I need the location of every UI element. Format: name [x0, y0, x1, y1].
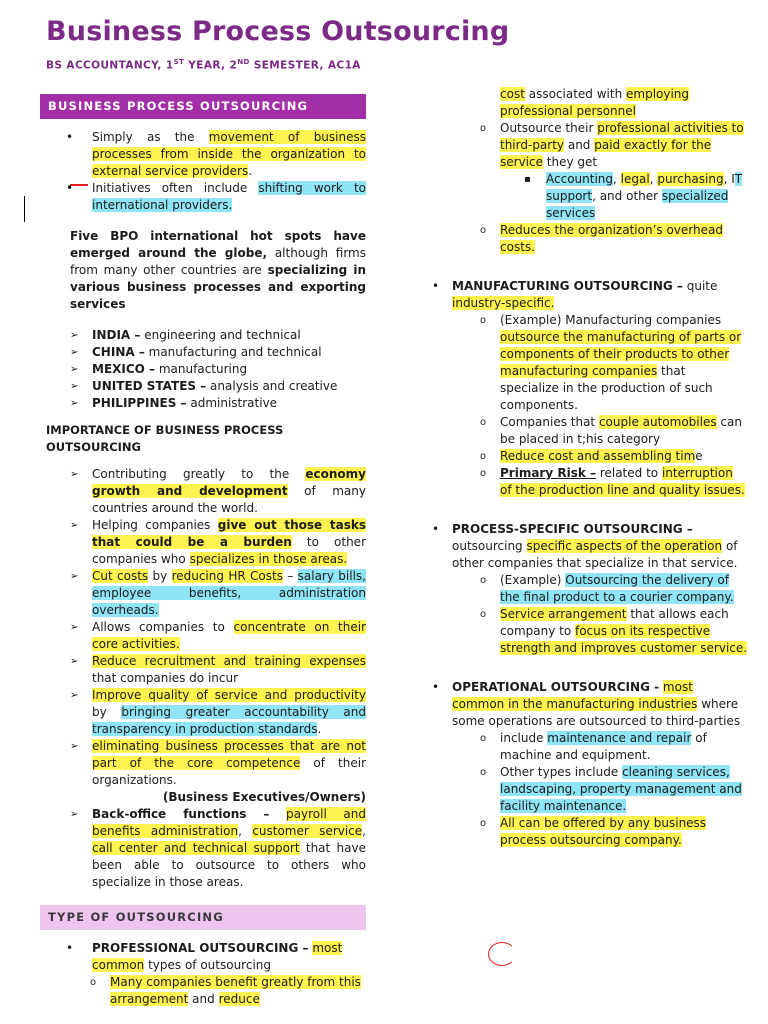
types-list	[40, 940, 366, 1008]
list-item: o All can be offered by any business process outsourcing company.	[430, 815, 748, 849]
list-item: • Simply as the movement of business processes from inside the organization to external service providers.	[40, 129, 366, 180]
list-item: ➢ MEXICO – manufacturing	[40, 361, 366, 378]
list-item: o Other types include cleaning services, landscaping, property management and facility maintenance.	[430, 764, 748, 815]
list-item: o Primary Risk – related to interruption of the production line and quality issues.	[430, 465, 748, 499]
right-column	[430, 86, 748, 849]
text-cursor	[24, 196, 25, 222]
list-item: ➢ eliminating business processes that are not part of the core competence of their organizations. (Business Executives/Owners)	[40, 738, 366, 789]
list-item: ➢ Helping companies give out those tasks that could be a burden to other companies who specializes in those areas.	[40, 517, 366, 568]
process-section	[430, 521, 748, 657]
countries-list	[40, 327, 366, 412]
list-item: o Many companies benefit greatly from this arrangement and reduce	[40, 974, 366, 1008]
list-item: ➢ Back-office functions – payroll and benefits administration, customer service, call center and technical support that have been able to outsource to others who specialize in those areas.	[40, 806, 366, 891]
intro-list	[40, 129, 366, 214]
list-item: o include maintenance and repair of machine and equipment.	[430, 730, 748, 764]
list-item: • PROCESS-SPECIFIC OUTSOURCING – outsourcing specific aspects of the operation of other companies that specialize in that service.	[430, 521, 748, 572]
list-item: o Outsource their professional activities to third-party and paid exactly for the service they get	[430, 120, 748, 171]
list-item: ➢ Improve quality of service and productivity by bringing greater accountability and transparency in production standards.	[40, 687, 366, 738]
document-subtitle: BS ACCOUNTANCY, 1ST YEAR, 2ND SEMESTER, AC1A	[46, 58, 361, 72]
red-pen-circle	[488, 942, 516, 966]
list-item: o (Example) Outsourcing the delivery of the final product to a courier company.	[430, 572, 748, 606]
importance-heading: IMPORTANCE OF BUSINESS PROCESS OUTSOURCING	[46, 423, 284, 454]
list-item: • MANUFACTURING OUTSOURCING – quite industry-specific.	[430, 278, 748, 312]
list-item: o Service arrangement that allows each company to focus on its respective strength and improves customer service.	[430, 606, 748, 657]
section-banner-bpo: BUSINESS PROCESS OUTSOURCING	[40, 94, 366, 119]
list-item: ➢ UNITED STATES – analysis and creative	[40, 378, 366, 395]
list-item: ▪ Accounting, legal, purchasing, IT support, and other specialized services	[430, 171, 748, 222]
list-item: • OPERATIONAL OUTSOURCING - most common in the manufacturing industries where some operations are outsourced to third-parties	[430, 679, 748, 730]
professional-continued	[430, 86, 748, 256]
document-title: Business Process Outsourcing	[46, 16, 510, 47]
list-item: • PROFESSIONAL OUTSOURCING – most common types of outsourcing	[40, 940, 366, 974]
operational-section	[430, 679, 748, 849]
list-item: ➢ INDIA – engineering and technical	[40, 327, 366, 344]
list-item: o Reduce cost and assembling time	[430, 448, 748, 465]
section-banner-types: TYPE OF OUTSOURCING	[40, 905, 366, 930]
manufacturing-section	[430, 278, 748, 499]
list-item: ➢ Contributing greatly to the economy growth and development of many countries around the world.	[40, 466, 366, 517]
list-item: ➢ PHILIPPINES – administrative	[40, 395, 366, 412]
list-item: cost associated with employing professional personnel	[500, 87, 690, 118]
list-item: ➢ Allows companies to concentrate on their core activities.	[40, 619, 366, 653]
list-item: • Initiatives often include shifting work to international providers.	[40, 180, 366, 214]
hotspots-paragraph: Five BPO international hot spots have emerged around the globe, although firms from many other countries are specializing in various business processes and exporting services	[70, 229, 366, 311]
list-item: ➢ CHINA – manufacturing and technical	[40, 344, 366, 361]
importance-list	[40, 466, 366, 891]
left-column	[40, 94, 366, 1008]
list-item: ➢ Cut costs by reducing HR Costs – salary bills, employee benefits, administration overheads.	[40, 568, 366, 619]
list-item: o Reduces the organization’s overhead costs.	[430, 222, 748, 256]
list-item: o Companies that couple automobiles can be placed in t;his category	[430, 414, 748, 448]
list-item: o (Example) Manufacturing companies outsource the manufacturing of parts or components of their products to other manufacturing companies that specialize in the production of such components.	[430, 312, 748, 414]
list-item: ➢ Reduce recruitment and training expenses that companies do incur	[40, 653, 366, 687]
